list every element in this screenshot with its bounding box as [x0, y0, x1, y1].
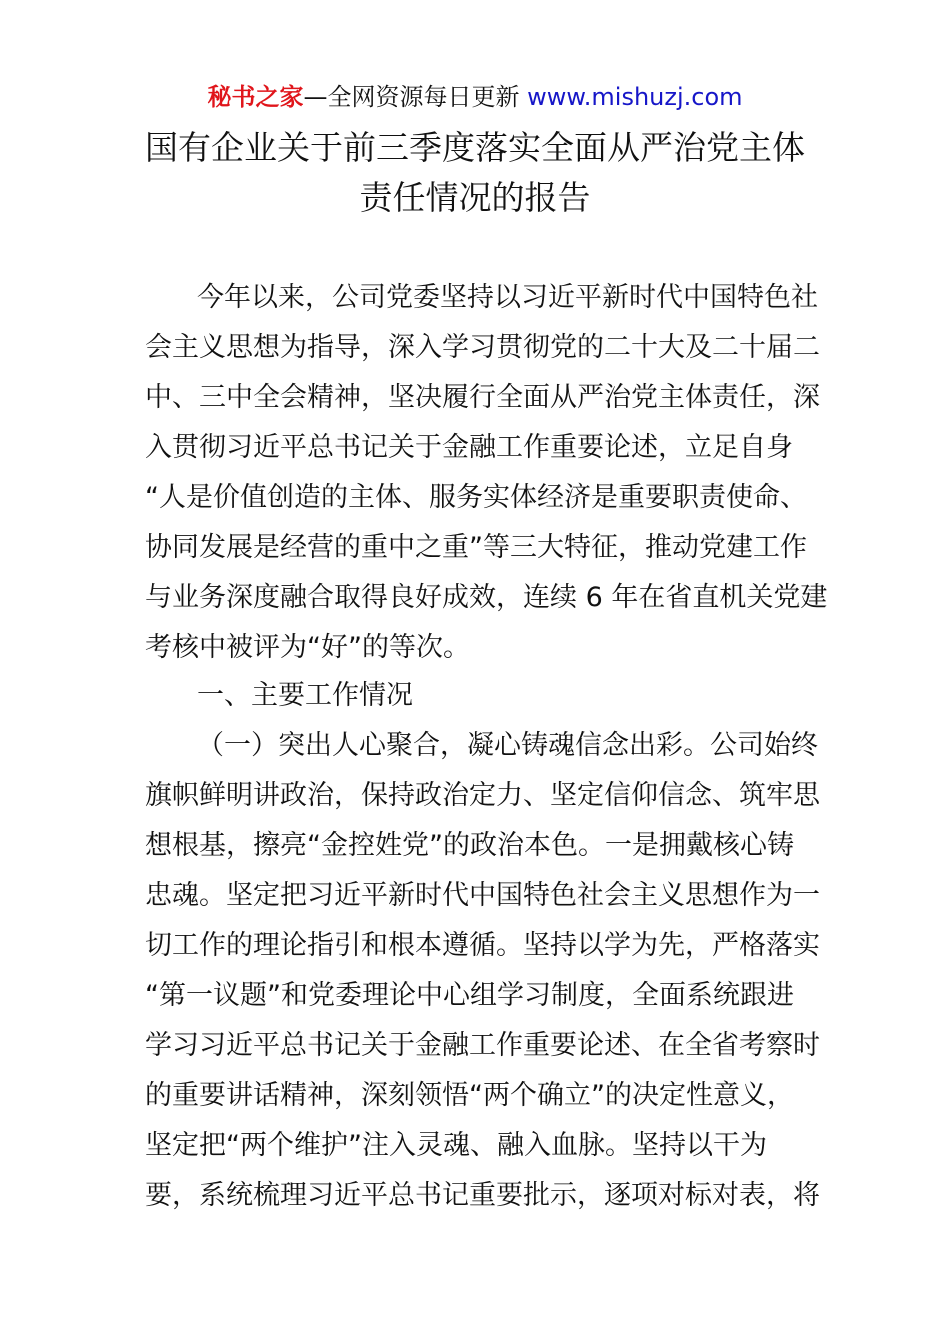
banner-tagline: —全网资源每日更新 — [303, 83, 528, 111]
paragraph-line: 要，系统梳理习近平总书记重要批示，逐项对标对表，将 — [145, 1180, 820, 1211]
paragraph-line: 中、三中全会精神，坚决履行全面从严治党主体责任，深 — [145, 382, 820, 413]
paragraph-line: 考核中被评为“好”的等次。 — [145, 632, 470, 663]
header-banner — [0, 82, 950, 112]
document-title-line-2: 责任情况的报告 — [359, 178, 591, 217]
document-title-line-1: 国有企业关于前三季度落实全面从严治党主体 — [145, 128, 805, 167]
paragraph-line: 坚定把“两个维护”注入灵魂、融入血脉。坚持以干为 — [145, 1130, 767, 1161]
paragraph-line: 协同发展是经营的重中之重”等三大特征，推动党建工作 — [145, 532, 807, 563]
paragraph-line: 切工作的理论指引和根本遵循。坚持以学为先，严格落实 — [145, 930, 820, 961]
paragraph-line: 与业务深度融合取得良好成效，连续 6 年在省直机关党建 — [145, 582, 828, 613]
paragraph-line: （一）突出人心聚合，凝心铸魂信念出彩。公司始终 — [197, 730, 818, 761]
paragraph-line: 想根基，擦亮“金控姓党”的政治本色。一是拥戴核心铸 — [145, 830, 794, 861]
paragraph-line: 会主义思想为指导，深入学习贯彻党的二十大及二十届二 — [145, 332, 820, 363]
paragraph-line: 今年以来，公司党委坚持以习近平新时代中国特色社 — [197, 282, 818, 313]
paragraph-line: 入贯彻习近平总书记关于金融工作重要论述，立足自身 — [145, 432, 793, 463]
paragraph-line: 的重要讲话精神，深刻领悟“两个确立”的决定性意义， — [145, 1080, 794, 1111]
paragraph-line: 旗帜鲜明讲政治，保持政治定力、坚定信仰信念、筑牢思 — [145, 780, 820, 811]
website-link[interactable]: www.mishuzj.com — [527, 83, 743, 111]
section-heading: 一、主要工作情况 — [197, 680, 413, 711]
paragraph-line: 学习习近平总书记关于金融工作重要论述、在全省考察时 — [145, 1030, 820, 1061]
brand-name: 秘书之家 — [207, 83, 304, 111]
paragraph-line: “人是价值创造的主体、服务实体经济是重要职责使命、 — [145, 482, 807, 513]
paragraph-line: “第一议题”和党委理论中心组学习制度，全面系统跟进 — [145, 980, 794, 1011]
paragraph-line: 忠魂。坚定把习近平新时代中国特色社会主义思想作为一 — [145, 880, 820, 911]
